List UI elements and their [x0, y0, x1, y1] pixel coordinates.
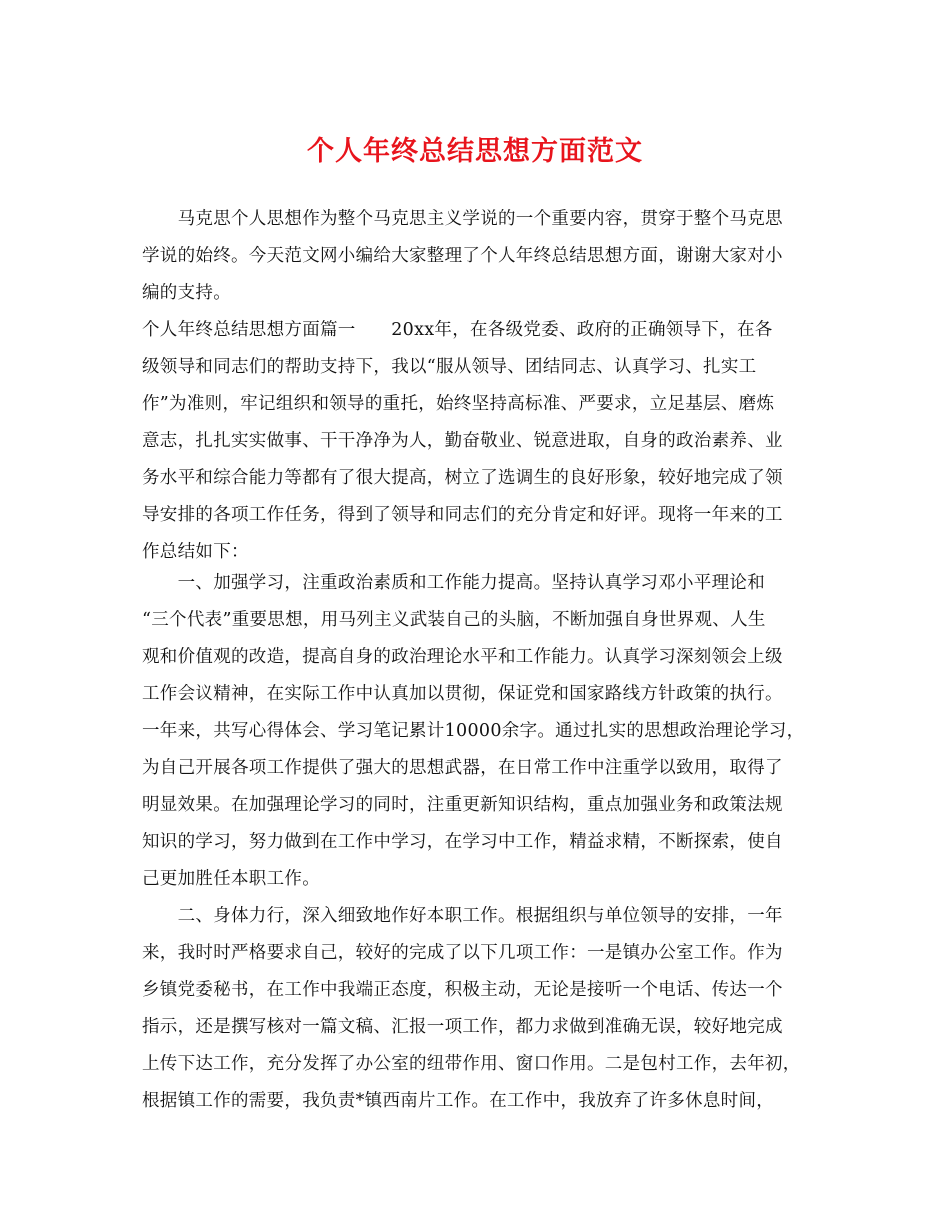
- text-line: 根据镇工作的需要，我负责*镇西南片工作。在工作中，我放弃了许多休息时间，: [142, 1091, 775, 1111]
- text-line: 一年来，共写心得体会、学习笔记累计10000余字。通过扎实的思想政治理论学习，: [142, 721, 805, 741]
- document-title: 个人年终总结思想方面范文: [307, 136, 643, 167]
- text-line: 为自己开展各项工作提供了强大的思想武器，在日常工作中注重学以致用，取得了: [142, 758, 783, 778]
- text-line: 乡镇党委秘书，在工作中我端正态度，积极主动，无论是接听一个电话、传达一个: [142, 980, 783, 1000]
- text-line: 务水平和综合能力等都有了很大提高，树立了选调生的良好形象，较好地完成了领: [142, 468, 783, 488]
- text-line: 上传下达工作，充分发挥了办公室的纽带作用、窗口作用。二是包村工作，去年初，: [142, 1054, 801, 1074]
- text-line: 二、身体力行，深入细致地作好本职工作。根据组织与单位领导的安排，一年: [142, 906, 783, 926]
- text-line: 级领导和同志们的帮助支持下，我以“服从领导、团结同志、认真学习、扎实工: [142, 357, 757, 377]
- text-line: 一、加强学习，注重政治素质和工作能力提高。坚持认真学习邓小平理论和: [142, 573, 765, 593]
- text-line: 明显效果。在加强理论学习的同时，注重更新知识结构，重点加强业务和政策法规: [142, 795, 783, 815]
- text-line: 个人年终总结思想方面篇一 20xx年，在各级党委、政府的正确领导下，在各: [142, 320, 773, 340]
- text-line: 学说的始终。今天范文网小编给大家整理了个人年终总结思想方面，谢谢大家对小: [142, 246, 783, 266]
- text-line: 己更加胜任本职工作。: [142, 869, 320, 889]
- text-line: 马克思个人思想作为整个马克思主义学说的一个重要内容，贯穿于整个马克思: [142, 209, 783, 229]
- text-line: 意志，扎扎实实做事、干干净净为人，勤奋敬业、锐意进取，自身的政治素养、业: [142, 431, 783, 451]
- text-line: 知识的学习，努力做到在工作中学习，在学习中工作，精益求精，不断探索，使自: [142, 832, 783, 852]
- text-line: 工作会议精神，在实际工作中认真加以贯彻，保证党和国家路线方针政策的执行。: [142, 684, 783, 704]
- text-line: 作总结如下：: [142, 542, 249, 562]
- text-line: 指示，还是撰写核对一篇文稿、汇报一项工作，都力求做到准确无误，较好地完成: [142, 1017, 783, 1037]
- text-line: 观和价值观的改造，提高自身的政治理论水平和工作能力。认真学习深刻领会上级: [142, 647, 783, 667]
- text-line: 导安排的各项工作任务，得到了领导和同志们的充分肯定和好评。现将一年来的工: [142, 505, 783, 525]
- text-line: 来，我时时严格要求自己，较好的完成了以下几项工作：一是镇办公室工作。作为: [142, 943, 783, 963]
- text-line: 编的支持。: [142, 283, 231, 303]
- text-line: 作”为准则，牢记组织和领导的重托，始终坚持高标准、严要求，立足基层、磨炼: [142, 394, 775, 414]
- text-line: “三个代表”重要思想，用马列主义武装自己的头脑，不断加强自身世界观、人生: [142, 610, 766, 630]
